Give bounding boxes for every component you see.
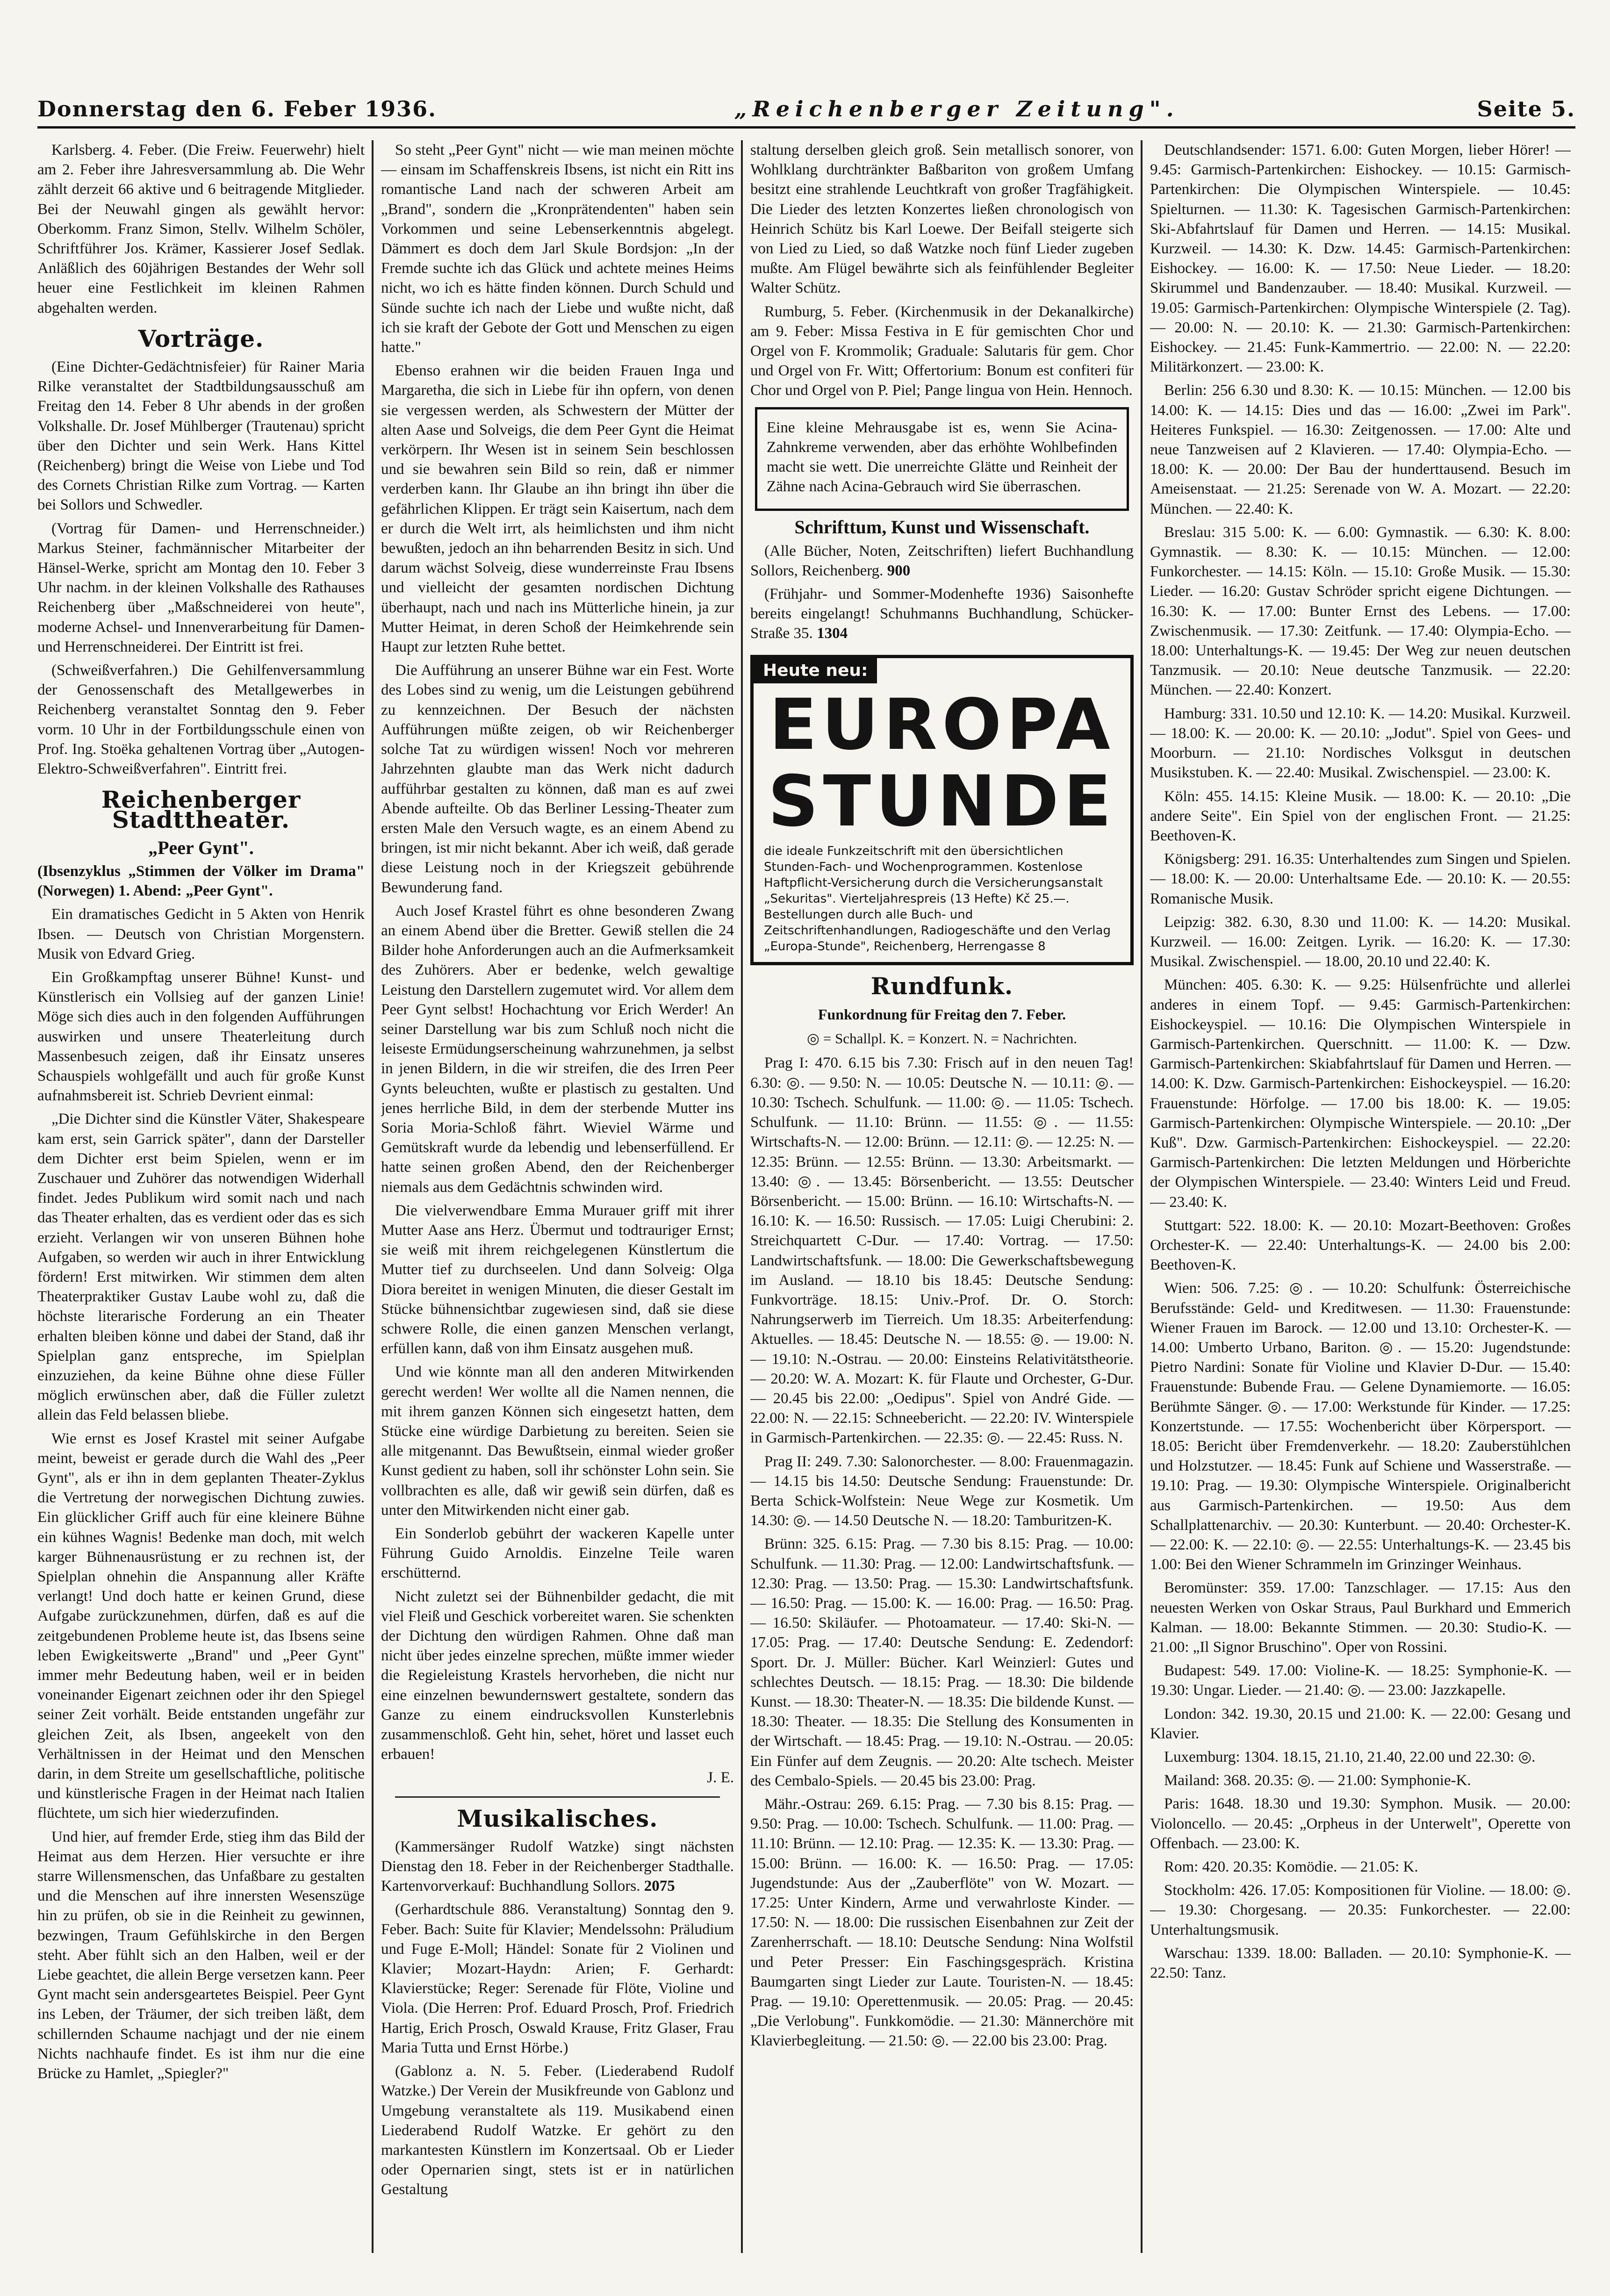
- ad-description: die ideale Funkzeitschrift mit den übersichtlichen Stunden-Fach- und Wochenprogrammen. Kostenlose Haftpflicht-Versicherung durch die Versicherungsanstalt „Sekuritas". Vierteljahrespreis (13 Hefte) Kč 25.—. Bestellungen durch alle Buch- und Zeitschriftenhandlungen, Radiogeschäfte und den Verlag „Europa-Stunde", Reichenberg, Herrengasse 8: [764, 844, 1111, 954]
- article-paragraph: [750, 584, 1134, 644]
- section-title-rundfunk: Rundfunk.: [870, 972, 1013, 1000]
- ad-brand-line-1: EUROPA: [769, 684, 1115, 766]
- article-paragraph: (Vortrag für Damen- und Herrenschneider.) Markus Steiner, fachmännischer Mitarbeiter der Hänsel-Werke, spricht am Montag den 10. Feber 3 Uhr nachm. in der kleinen Volkshalle des Rathauses Reichenberg über „Maßschneiderei von heute", moderne Achsel- und Innenverarbeitung für Damen- und Herrenschneiderei. Der Eintritt ist frei.: [37, 520, 365, 655]
- article-paragraph: So steht „Peer Gynt" nicht — wie man meinen möchte — einsam im Schaffenskreis Ibsens, ist nicht ein Ritt ins romantische Land nach der schweren Arbeit am „Brand", sondern die „Kronprätendenten" haben sein Vorkommen und seine Lebenserkenntnis abgelegt. Dämmert es doch dem Jarl Skule Bordsjon: „In der Fremde suchte ich das Glück und achtete meines Heims nicht, wo ich es hätte finden können. Durch Schuld und Sünde suchte ich nach der Liebe und wußte nicht, daß ich sie kraft der Gebote der Gott und Menschen zu eigen hatte.": [381, 142, 734, 356]
- article-paragraph: Karlsberg. 4. Feber. (Die Freiw. Feuerwehr) hielt am 2. Feber ihre Jahresversammlung ab. Die Wehr zählt derzeit 66 aktive und 6 beitragende Mitglieder. Bei der Neuwahl gingen als gewählt hervor: Oberkomm. Franz Simon, Stellv. Wilhelm Schöler, Schriftführer Jos. Krämer, Kassierer Josef Sedlak. Anläßlich des 60jährigen Bestandes der Wehr soll heuer eine Festlichkeit im kleinen Rahmen abgehalten werden.: [37, 142, 365, 316]
- radio-station: Brünn: 325. 6.15: Prag. — 7.30 bis 8.15: Prag. — 10.00: Schulfunk. — 11.30: Prag. — 12.00: Landwirtschaftsfunk. — 12.30: Prag. — 13.50: Prag. — 15.30: Landwirtschaftsfunk. — 16.50: Prag. — 15.00: K. — 16.00: Prag. — 16.50: Prag. — 16.50: Skiläufer. — Photoamateur. — 17.40: Ski-N. — 17.05: Prag. — 17.40: Deutsche Sendung: E. Zedendorf: Sport. Dr. J. Müller: Bücher. Karl Weinzierl: Gutes und schlechtes Deutsch. — 18.15: Prag. — 18.30: Die bildende Kunst. — 18.30: Theater-N. — 18.35: Die bildende Kunst. — 18.30: Theater. — 18.35: Die Stellung des Konsumenten in der Wirtschaft. — 18.45: Prag. — 19.10: N.-Ostrau. — 20.05: Ein Fünfer auf dem Zeugnis. — 20.20: Alte tschech. Meister des Cembalo-Spiels. — 20.45 bis 23.00: Prag.: [750, 1535, 1134, 1789]
- article-paragraph: Ebenso erahnen wir die beiden Frauen Inga und Margaretha, die sich in Liebe für ihn opfern, von denen sie vergessen werden, als Schwestern der Mütter der alten Aase und Solveigs, die dem Peer Gynt die Heimat verkörpern. Ihr Wesen ist in seinem Sein beschlossen und sie bewahren sein Bild so rein, daß er nimmer verderben kann. Ihr Glaube an ihn bringt ihn über die gefährlichen Klippen. Er trägt sein Kaisertum, nach dem er durch die Welt irrt, als heimlichsten und ihm nicht bewußten, jedoch an ihn beharrenden Besitz in sich. Und darum wächst Solveig, diese wunderreinste Frau Ibsens und vielleicht der gesamten nordischen Dichtung überhaupt, nach und nach ins Mütterliche hinein, ja zur Mutter Heimat, in deren Schoß der Heimkehrende sein Haupt zur letzten Ruhe bettet.: [381, 362, 734, 656]
- review-title: „Peer Gynt".: [148, 837, 254, 858]
- ad-brand-line-2: STUNDE: [768, 761, 1116, 842]
- radio-station: Beromünster: 359. 17.00: Tanzschlager. — 17.15: Aus den neuesten Werken von Oskar Straus, Paul Burkhard und Emmerich Kalman. — 18.00: Bekannte Stimmen. — 20.30: Studio-K. — 21.00: „Il Signor Bruschino". Oper von Rossini.: [1150, 1579, 1571, 1656]
- header-date: Donnerstag den 6. Feber 1936.: [37, 96, 437, 122]
- notice-number: 2075: [644, 1878, 675, 1895]
- radio-station: Leipzig: 382. 6.30, 8.30 und 11.00: K. — 14.20: Musikal. Kurzweil. — 16.00: Zeitgen. Lyrik. — 16.20: K. — 17.30: Musikal. Zwischenspiel. — 18.00, 20.10 und 22.40: K.: [1150, 913, 1571, 970]
- radio-station: Prag II: 249. 7.30: Salonorchester. — 8.00: Frauenmagazin. — 14.15 bis 14.50: Deutsche Sendung: Frauenstunde: Dr. Berta Schick-Wolfstein: Neue Wege zur Kosmetik. Um 14.30: ◎. — 14.50 Deutsche N. — 18.20: Tamburitzen-K.: [750, 1453, 1134, 1529]
- radio-station: Köln: 455. 14.15: Kleine Musik. — 18.00: K. — 20.10: „Die andere Seite". Ein Spiel von der englischen Front. — 21.25: Beethoven-K.: [1150, 788, 1571, 844]
- article-paragraph: (Gerhardtschule 886. Veranstaltung) Sonntag den 9. Feber. Bach: Suite für Klavier; Mendelssohn: Präludium und Fuge E-Moll; Händel: Sonate für 2 Violinen und Klavier; Mozart-Haydn: Arien; F. Gerhardt: Klavierstücke; Reger: Serenade für Flöte, Violine und Viola. (Die Herren: Prof. Eduard Prosch, Prof. Friedrich Hartig, Erich Prosch, Oswald Krause, Fritz Glaser, Frau Maria Tutta und Ernst Hörbe.): [381, 1901, 734, 2056]
- notice-number: 900: [887, 562, 911, 579]
- article-paragraph: (Eine Dichter-Gedächtnisfeier) für Rainer Maria Rilke veranstaltet der Stadtbildungsausschuß am Freitag den 14. Feber 8 Uhr abends in der großen Volkshalle. Dr. Josef Mühlberger (Trautenau) spricht über den Dichter und sein Werk. Hans Kittel (Reichenberg) bringt die Weise von Liebe und Tod des Cornets Christian Rilke zum Vortrag. — Karten bei Sollors und Schwedler.: [37, 359, 365, 514]
- radio-station-list: [750, 1053, 1134, 2051]
- article-paragraph: Die vielverwendbare Emma Murauer griff mit ihrer Mutter Aase ans Herz. Übermut und todtrauriger Ernst; sie weiß mit ihrem reichgelegenen Künstlertum die Mutter tief zu durchseelen. Und dann Solveig: Olga Diora bereitet in wenigen Minuten, die dieser Gestalt im Stücke bühnensichtbar zugewiesen sind, daß sie diese schwere Rolle, die einen ganzen Menschen verlangt, erfüllen kann, daß von ihm Einsatz ausgehen muß.: [381, 1202, 734, 1357]
- section-title-schrifttum: Schrifttum, Kunst und Wissenschaft.: [794, 517, 1090, 538]
- notice-text: (Alle Bücher, Noten, Zeitschriften) liefert Buchhandlung Sollors, Reichenberg.: [750, 542, 1134, 579]
- section-title-musikalisches: Musikalisches.: [457, 1804, 658, 1832]
- article-paragraph: „Die Dichter sind die Künstler Väter, Shakespeare kam erst, sein Garrick später", dann der Darsteller dem Dichter erst beim Spielen, wenn er im Zuschauer und Zuhörer das notwendigen Widerhall findet. Jedes Publikum wird somit nach und nach das Theater erhalten, das es verdient oder das es sich erzieht. Verlangen wir von unseren Bühnen hohe Aufgaben, so werden wir auch in ihrer Entwicklung fördern! Erst mitwirken. Wir stimmen dem alten Theaterpraktiker Gustav Laube wohl zu, daß die höchste literarische Forderung an ein Theater erhalten bleiben könne und dabei der Stand, daß ihr Spielplan ganz entspreche, im Spielplan einzuziehen, da keine Bühne ohne diese Füller möglich erwünschen aber, daß die Füller zuletzt allein das Feld belassen bliebe.: [37, 1111, 365, 1424]
- section-title-stadttheater: Reichenberger Stadttheater.: [101, 786, 301, 833]
- column-rule: [1141, 140, 1143, 2253]
- radio-legend: ◎ = Schallpl. K. = Konzert. N. = Nachrichten.: [807, 1030, 1077, 1047]
- column-3: [750, 140, 1134, 2253]
- article-paragraph: Und wie könnte man all den anderen Mitwirkenden gerecht werden! Wer wollte all die Namen nennen, die mit ihrem ganzen Können sich eingesetzt hatten, dem Stücke eine würdige Darbietung zu bereiten. Seien sie alle mitgenannt. Das Bewußtsein, einmal wieder großer Kunst gedient zu haben, soll ihr schönster Lohn sein. Sie vollbrachten es alle, daß wir gewiß sein dürfen, daß es unter den Mitwirkenden nicht einer gab.: [381, 1363, 734, 1519]
- article-paragraph: Ein Sonderlob gebührt der wackeren Kapelle unter Führung Guido Arnoldis. Einzelne Teile waren erschütternd.: [381, 1525, 734, 1582]
- article-paragraph: Die Aufführung an unserer Bühne war ein Fest. Worte des Lobes sind zu wenig, um die Leistungen gebührend zu kennzeichnen. Der Besuch der nächsten Aufführungen müßte zeigen, ob wir Reichenberger solche Tat zu würdigen wissen! Noch vor mehreren Jahrzehnten glaubte man das Werk nicht dadurch aufführbar gestalten zu können, daß man es auf zwei Abende aufteilte. Ob das Berliner Lessing-Theater zum ersten Male den Versuch wagte, es an einem Abend zu bringen, ist mir nicht bekannt. Aber ich weiß, daß gerade diese Leistung noch in der Kriegszeit gebührende Bewunderung fand.: [381, 662, 734, 896]
- page-header: [37, 89, 1575, 129]
- article-paragraph: Wie ernst es Josef Krastel mit seiner Aufgabe meint, beweist er gerade durch die Wahl des „Peer Gynt", als er ihn in dem geplanten Theater-Zyklus die Vertretung der norwegischen Dichtung zuwies. Ein glücklicher Griff auch für eine kleinere Bühne ein kühnes Wagnis! Bedenke man doch, mit welch karger Bühnenausrüstung er zu rechnen ist, der Spielplan ohnehin die Anspannung aller Kräfte verlangt! Und doch hatte er keinen Grund, diese Aufgabe zurückzunehmen, dürfen, daß es auf die zeitgebundenen Probleme heute ist, das Ibsens seine leben Ewigkeitswerte „Brand" und „Peer Gynt" immer mehr Bedeutung haben, weil er in beiden voneinander Eigenart zeichnen oder ihr den Spiegel seiner Zeit vorhält. Beide entstanden ungefähr zur gleichen Zeit, als Ibsen, angeekelt von den Verhältnissen in der Heimat und den Menschen darin, in dem Streite um gesellschaftliche, politische und künstlerische Fragen in der Heimat nach Italien flüchtete, um sich hier wiederzufinden.: [37, 1430, 365, 1822]
- radio-station: Berlin: 256 6.30 und 8.30: K. — 10.15: München. — 12.00 bis 14.00: K. — 14.15: Dies und das — 16.00: „Zwei im Park". Heiteres Funkspiel. — 16.30: Zeitgenossen. — 17.00: Alte und neue Tanzweisen auf 2 Klavieren. — 17.40: Olympia-Echo. — 18.00: K. — 20.00: Der Bau der hunderttausend. Besuch im Ameisenstaat. — 21.25: Serenade von W. A. Mozart. — 22.20: München. — 22.40: K.: [1150, 382, 1571, 517]
- article-paragraph: Und hier, auf fremder Erde, stieg ihm das Bild der Heimat aus dem Herzen. Hier versuchte er ihre starre Willensmenschen, das Unfaßbare zu gestalten und die Menschen auf ihre innersten Wesenszüge hin zu prüfen, ob sie in die Reinheit zu gewinnen, bezwingen, Traum Gefühlskirche in den Bergen steht. Aber fühlt sich an den Halben, weil er der Liebe geachtet, die allein Berge versetzen kann. Peer Gynt macht sein andersgeartetes Beispiel. Peer Gynt ins Leben, der Träumer, der sich treiben läßt, dem schillernden Schaume nachjagt und der nie einem Nichts nachhaufe findet. Es ist ihm nur die eine Brücke zu Hamlet, „Spiegler?": [37, 1828, 365, 2082]
- radio-station: Budapest: 549. 17.00: Violine-K. — 18.25: Symphonie-K. — 19.30: Ungar. Lieder. — 21.40: ◎. — 23.00: Jazzkapelle.: [1150, 1662, 1571, 1699]
- article-paragraph: Rumburg, 5. Feber. (Kirchenmusik in der Dekanalkirche) am 9. Feber: Missa Festiva in E für gemischten Chor und Orgel von F. Krommolik; Graduale: Salutaris für gem. Chor und Orgel von Fr. Witt; Offertorium: Bonum est confiteri für Chor und Orgel von P. Piel; Pange lingua von Hein. Hennoch.: [750, 303, 1134, 399]
- radio-station: Stockholm: 426. 17.05: Kompositionen für Violine. — 18.00: ◎. — 19.30: Chorgesang. — 20.35: Funkorchester. — 22.00: Unterhaltungsmusik.: [1150, 1882, 1571, 1938]
- radio-station: Rom: 420. 20.35: Komödie. — 21.05: K.: [1164, 1858, 1418, 1876]
- review-credits: Ein dramatisches Gedicht in 5 Akten von Henrik Ibsen. — Deutsch von Christian Morgenstern. Musik von Edvard Grieg.: [37, 906, 365, 962]
- acina-advertisement: [755, 407, 1129, 511]
- article-paragraph: [750, 541, 1134, 581]
- radio-station-list: [1150, 140, 1571, 1983]
- article-paragraph: [381, 1837, 734, 1896]
- column-4: [1150, 140, 1571, 2253]
- radio-station: Breslau: 315 5.00: K. — 6.00: Gymnastik. — 6.30: K. 8.00: Gymnastik. — 8.30: K. — 10.15: München. — 12.00: Funkorchester. — 14.15: Köln. — 15.10: Große Musik. — 15.30: Lieder. — 16.20: Gustav Schröder spricht eigene Dichtungen. — 16.30: K. — 17.00: Bunter Ernst des Lebens. — 17.00: Zwischenmusik. — 17.30: Zeitfunk. — 17.40: Olympia-Echo. — 18.00: Unterhaltungs-K. — 19.45: Der Weg zur neuen deutschen Tanzmusik. — 20.10: Neue deutsche Tanzmusik. — 22.20: München. — 22.40: Konzert.: [1150, 524, 1571, 699]
- ad-badge: Heute neu:: [754, 658, 877, 683]
- radio-station: London: 342. 19.30, 20.15 und 21.00: K. — 22.00: Gesang und Klavier.: [1150, 1705, 1571, 1742]
- radio-station: Mähr.-Ostrau: 269. 6.15: Prag. — 7.30 bis 8.15: Prag. — 9.50: Prag. — 10.00: Tschech. Schulfunk. — 11.00: Prag. — 11.10: Brünn. — 12.10: Prag. — 12.35: K. — 13.30: Prag. — 15.00: Brünn. — 16.00: K. — 16.50: Prag. — 17.05: Jugendstunde: Aus der „Zauberflöte" von W. Mozart. — 17.25: Unter Kindern, Arme und verwahrloste Kinder. — 17.50: N. — 18.00: Die russischen Eisenbahnen zur Zeit der Zarenherrschaft. — 18.10: Deutsche Sendung: Nina Wolfstil und Peter Presser: Ein Faschingsgespräch. Kristina Baumgarten singt Lieder zur Laute. Touristen-N. — 18.45: Prag. — 19.10: Operettenmusik. — 20.05: Prag. — 20.45: „Die Verlobung". Funkkomödie. — 21.30: Männerchöre mit Klavierbegleitung. — 21.50: ◎. — 22.00 bis 23.00: Prag.: [750, 1796, 1134, 2050]
- article-paragraph: Auch Josef Krastel führt es ohne besonderen Zwang an einem Abend über die Bretter. Gewiß stellen die 24 Bilder hohe Anforderungen auch an die Aufmerksamkeit des Zuhörers. Aber er bedenke, welch gewaltige Leistung den Darstellern zugemutet wird. Vor allem dem Peer Gynt selbst! Hochachtung vor Erich Werder! An seiner Darstellung war bis zum Schluß noch nicht die leiseste Ermüdungserscheinung wahrzunehmen, ja selbst in jenen Bildern, in die wir streifen, die des Irren Peer Gynts beleuchten, wußte er plastisch zu gestalten. Und jenes herrliche Bild, in dem der sterbende Mutter ins Soria Moria-Schloß fährt. Wieviel Wärme und Gemütskraft wurde da lebendig und lebenserfüllend. Er hatte seinen großen Abend, den der Reichenberger niemals aus dem Gedächtnis schwinden wird.: [381, 902, 734, 1196]
- notice-number: 1304: [817, 625, 848, 642]
- column-rule: [372, 140, 374, 2253]
- radio-station: München: 405. 6.30: K. — 9.25: Hülsenfrüchte und allerlei anderes in einem Topf. — 9.45: Garmisch-Partenkirchen: Eishockeyspiel. — 10.16: Die Olympischen Winterspiele in Garmisch-Partenkirchen. Querschnitt. — 11.00: K. — Dzw. Garmisch-Partenkirchen: Skiabfahrtslauf für Damen und Herren. — 14.00: K. Dzw. Garmisch-Partenkirchen: Eishockeyspiel. — 16.20: Frauenstunde: Hörfolge. — 17.00 bis 18.00: K. — 19.05: Garmisch-Partenkirchen: Olympische Winterspiele. — 20.10: „Der Kuß". Dzw. Garmisch-Partenkirchen: Eishockeyspiel. — 22.20: Garmisch-Partenkirchen: Die letzten Meldungen und Hörberichte der Olympischen Winterspiele. — 23.40: Winters Leid und Freud. — 23.40: K.: [1150, 976, 1571, 1211]
- column-rule: [741, 140, 743, 2253]
- masthead: „Reichenberger Zeitung".: [734, 96, 1179, 122]
- column-2: [381, 140, 734, 2253]
- article-paragraph: Nicht zuletzt sei der Bühnenbilder gedacht, die mit viel Fleiß und Geschick vorbereitet waren. Sie schenkten der Dichtung den würdigen Rahmen. Ohne daß man nicht über jedes einzelne sprechen, müßte immer wieder die Regieleistung Krastels hervorheben, die nicht nur eine einzelnen bewundernswert gestaltete, sondern das Ganze zu einem eindrucksvollen Kunsterlebnis zusammenschloß. Geht hin, sehet, höret und lasset euch erbauen!: [381, 1588, 734, 1763]
- ad-text: Eine kleine Mehrausgabe ist es, wenn Sie Acina-Zahnkreme verwenden, aber das erhöhte Wohlbefinden macht sie wett. Die unerreichte Glätte und Reinheit der Zähne nach Acina-Gebrauch wird Sie überraschen.: [767, 419, 1117, 495]
- radio-station: Mailand: 368. 20.35: ◎. — 21.00: Symphonie-K.: [1164, 1772, 1471, 1789]
- article-paragraph: Ein Großkampftag unserer Bühne! Kunst- und Künstlerisch ein Vollsieg auf der ganzen Linie! Möge sich dies auch in den folgenden Aufführungen auswirken und unsere Theaterleitung durch Massenbesuch zeigen, daß ihr Einsatz unseres Schauspiels wohlgefällt und auch für große Kunst aufnahmsbereit ist. Schrieb Devrient einmal:: [37, 969, 365, 1105]
- radio-station: Hamburg: 331. 10.50 und 12.10: K. — 14.20: Musikal. Kurzweil. — 18.00: K. — 20.00: K. — 20.10: „Jodut". Spiel von Gees- und Moorburn. — 21.10: Nordisches Volksgut in deutschen Musikstuben. K. — 22.40: Musikal. Zwischenspiel. — 23.00: K.: [1150, 705, 1571, 782]
- radio-station: Luxemburg: 1304. 18.15, 21.10, 21.40, 22.00 und 22.30: ◎.: [1164, 1749, 1536, 1766]
- notice-text: (Kammersänger Rudolf Watzke) singt nächsten Dienstag den 18. Feber in der Reichenberger Stadthalle. Kartenvorverkauf: Buchhandlung Sollors.: [381, 1838, 734, 1895]
- radio-station: Wien: 506. 7.25: ◎. — 10.20: Schulfunk: Österreichische Berufsstände: Geld- und Kreditwesen. — 11.30: Frauenstunde: Wiener Frauen im Barock. — 12.00 und 13.10: Orchester-K. — 14.00: Umberto Urbano, Bariton. ◎. — 15.20: Jugendstunde: Pietro Nardini: Sonate für Violine und Klavier D-Dur. — 15.40: Frauenstunde: Bubende Frau. — Gelene Dynamiemorte. — 16.05: Berühmte Sänger. ◎. — 17.00: Werkstunde für Kinder. — 17.25: Konzertstunde. — 17.55: Wochenbericht über Körpersport. — 18.05: Bericht über Fremdenverkehr. — 18.20: Zauberstühlchen und Holzstutzer. — 18.45: Funk auf Schiene und Wasserstraße. — 19.10: Prag. — 19.30: Olympische Winterspiele. Originalbericht aus Garmisch-Partenkirchen. — 19.50: Aus dem Schallplattenarchiv. — 20.30: Kunterbunt. — 20.40: Orchester-K. — 22.00: K. — 22.10: ◎. — 22.55: Unterhaltungs-K. — 23.45 bis 1.00: Bei den Wiener Schrammeln im Grinzinger Weinhaus.: [1150, 1280, 1571, 1573]
- europa-stunde-advertisement: [750, 655, 1134, 965]
- radio-station: Warschau: 1339. 18.00: Balladen. — 20.10: Symphonie-K. — 22.50: Tanz.: [1150, 1944, 1571, 1982]
- section-title-vortraege: Vorträge.: [138, 324, 264, 352]
- divider: [395, 1796, 720, 1798]
- article-paragraph: (Schweißverfahren.) Die Gehilfenversammlung der Genossenschaft des Metallgewerbes in Reichenberg veranstaltet Sonntag den 9. Feber vorm. 10 Uhr in der Fortbildungsschule einen von Prof. Ing. Stoëka gehaltenen Vortrag über „Autogen-Elektro-Schweißverfahren". Eintritt frei.: [37, 662, 365, 778]
- radio-schedule-heading: Funkordnung für Freitag den 7. Feber.: [818, 1006, 1066, 1023]
- radio-station: Königsberg: 291. 16.35: Unterhaltendes zum Singen und Spielen. — 18.00: K. — 20.00: Unterhaltsame Ede. — 20.10: K. — 20.55: Romanische Musik.: [1150, 851, 1571, 907]
- author-signature: J. E.: [707, 1769, 734, 1787]
- radio-station: Prag I: 470. 6.15 bis 7.30: Frisch auf in den neuen Tag! 6.30: ◎. — 9.50: N. — 10.05: Deutsche N. — 10.11: ◎. — 10.30: Tschech. Schulfunk. — 11.00: ◎. — 11.05: Tschech. Schulfunk. — 11.10: Brünn. — 11.55: ◎. — 11.55: Wirtschafts-N. — 12.00: Brünn. — 12.11: ◎. — 12.25: N. — 12.35: Brünn. — 12.55: Brünn. — 13.30: Arbeitsmarkt. — 13.40: ◎. — 13.45: Börsenbericht. — 13.55: Deutscher Börsenbericht. — 15.00: Brünn. — 16.10: Wirtschafts-N. — 16.10: K. — 16.50: Russisch. — 17.05: Luigi Cherubini: 2. Streichquartett C-Dur. — 17.40: Vortrag. — 17.50: Landwirtschaftsfunk. — 18.00: Die Gewerkschaftsbewegung im Ausland. — 18.10 bis 18.45: Deutsche Sendung: Funkvorträge. 18.15: Univ.-Prof. Dr. O. Storch: Nahrungserwerb im Tierreich. Um 18.35: Arbeiterfendung: Aktuelles. — 18.45: Deutsche N. — 18.55: ◎. — 19.00: N. — 19.10: N.-Ostrau. — 20.00: Einsteins Relativitätstheorie. — 20.20: W. A. Mozart: K. für Flaute und Orchester, G-Dur. — 20.45 bis 22.00: „Oedipus". Spiel von André Gide. — 22.00: N. — 22.15: Schneebericht. — 22.20: IV. Winterspiele in Garmisch-Partenkirchen. — 22.35: ◎. — 22.45: Russ. N.: [750, 1055, 1134, 1447]
- column-1: [37, 140, 365, 2253]
- radio-station: Deutschlandsender: 1571. 6.00: Guten Morgen, lieber Hörer! — 9.45: Garmisch-Partenkirchen: Eishockey. — 10.15: Garmisch-Partenkirchen: Die Olympischen Winterspiele. — 10.45: Spielturnen. — 11.30: K. Tagesischen Garmisch-Partenkirchen: Ski-Abfahrtslauf für Damen und Herren. — 14.15: Musikal. Kurzweil. — 14.30: K. Dzw. 14.45: Garmisch-Partenkirchen: Eishockey. — 16.00: K. — 17.50: Neue Lieder. — 18.20: Skirummel und Bandenzauber. — 18.40: Musikal. Kurzweil. — 19.05: Garmisch-Partenkirchen: Olympische Winterspiele (2. Tag). — 20.00: N. — 20.10: K. — 21.30: Garmisch-Partenkirchen: Eishockey. — 21.45: Funk-Kammertrio. — 22.00: N. — 22.20: Militärkonzert. — 23.00: K.: [1150, 142, 1571, 376]
- radio-station: Stuttgart: 522. 18.00: K. — 20.10: Mozart-Beethoven: Großes Orchester-K. — 22.40: Unterhaltungs-K. — 24.00 bis 2.00: Beethoven-K.: [1150, 1217, 1571, 1274]
- article-paragraph: staltung derselben gleich groß. Sein metallisch sonorer, von Wohlklang durchtränkter Baßbariton von großem Umfang besitzt eine strahlende Leuchtkraft von großer Tragfähigkeit. Die Lieder des letzten Konzertes ließen chronologisch von Heinrich Schütz bis Karl Loewe. Der Beifall steigerte sich von Lied zu Lied, so daß Watzke noch fünf Lieder zugeben mußte. Am Flügel bewährte sich als feinfühlender Begleiter Walter Schütz.: [750, 142, 1134, 297]
- radio-station: Paris: 1648. 18.30 und 19.30: Symphon. Musik. — 20.00: Violoncello. — 20.45: „Orpheus in der Unterwelt", Operette von Offenbach. — 23.00: K.: [1150, 1795, 1571, 1852]
- page-number: Seite 5.: [1477, 96, 1575, 122]
- notice-text: (Frühjahr- und Sommer-Modenhefte 1936) Saisonhefte bereits eingelangt! Schuhmanns Buchhandlung, Schücker-Straße 35.: [750, 586, 1134, 642]
- review-cycle: (Ibsenzyklus „Stimmen der Völker im Drama" (Norwegen) 1. Abend: „Peer Gynt".: [37, 862, 365, 900]
- article-paragraph: (Gablonz a. N. 5. Feber. (Liederabend Rudolf Watzke.) Der Verein der Musikfreunde von Gablonz und Umgebung veranstaltete als 119. Musikabend einen Liederabend Rudolf Watzke. Er gehört zu den markantesten Künstlern im Konzertsaal. Ob er Lieder oder Opernarien singt, stets ist er in natürlichen Gestaltung: [381, 2063, 734, 2198]
